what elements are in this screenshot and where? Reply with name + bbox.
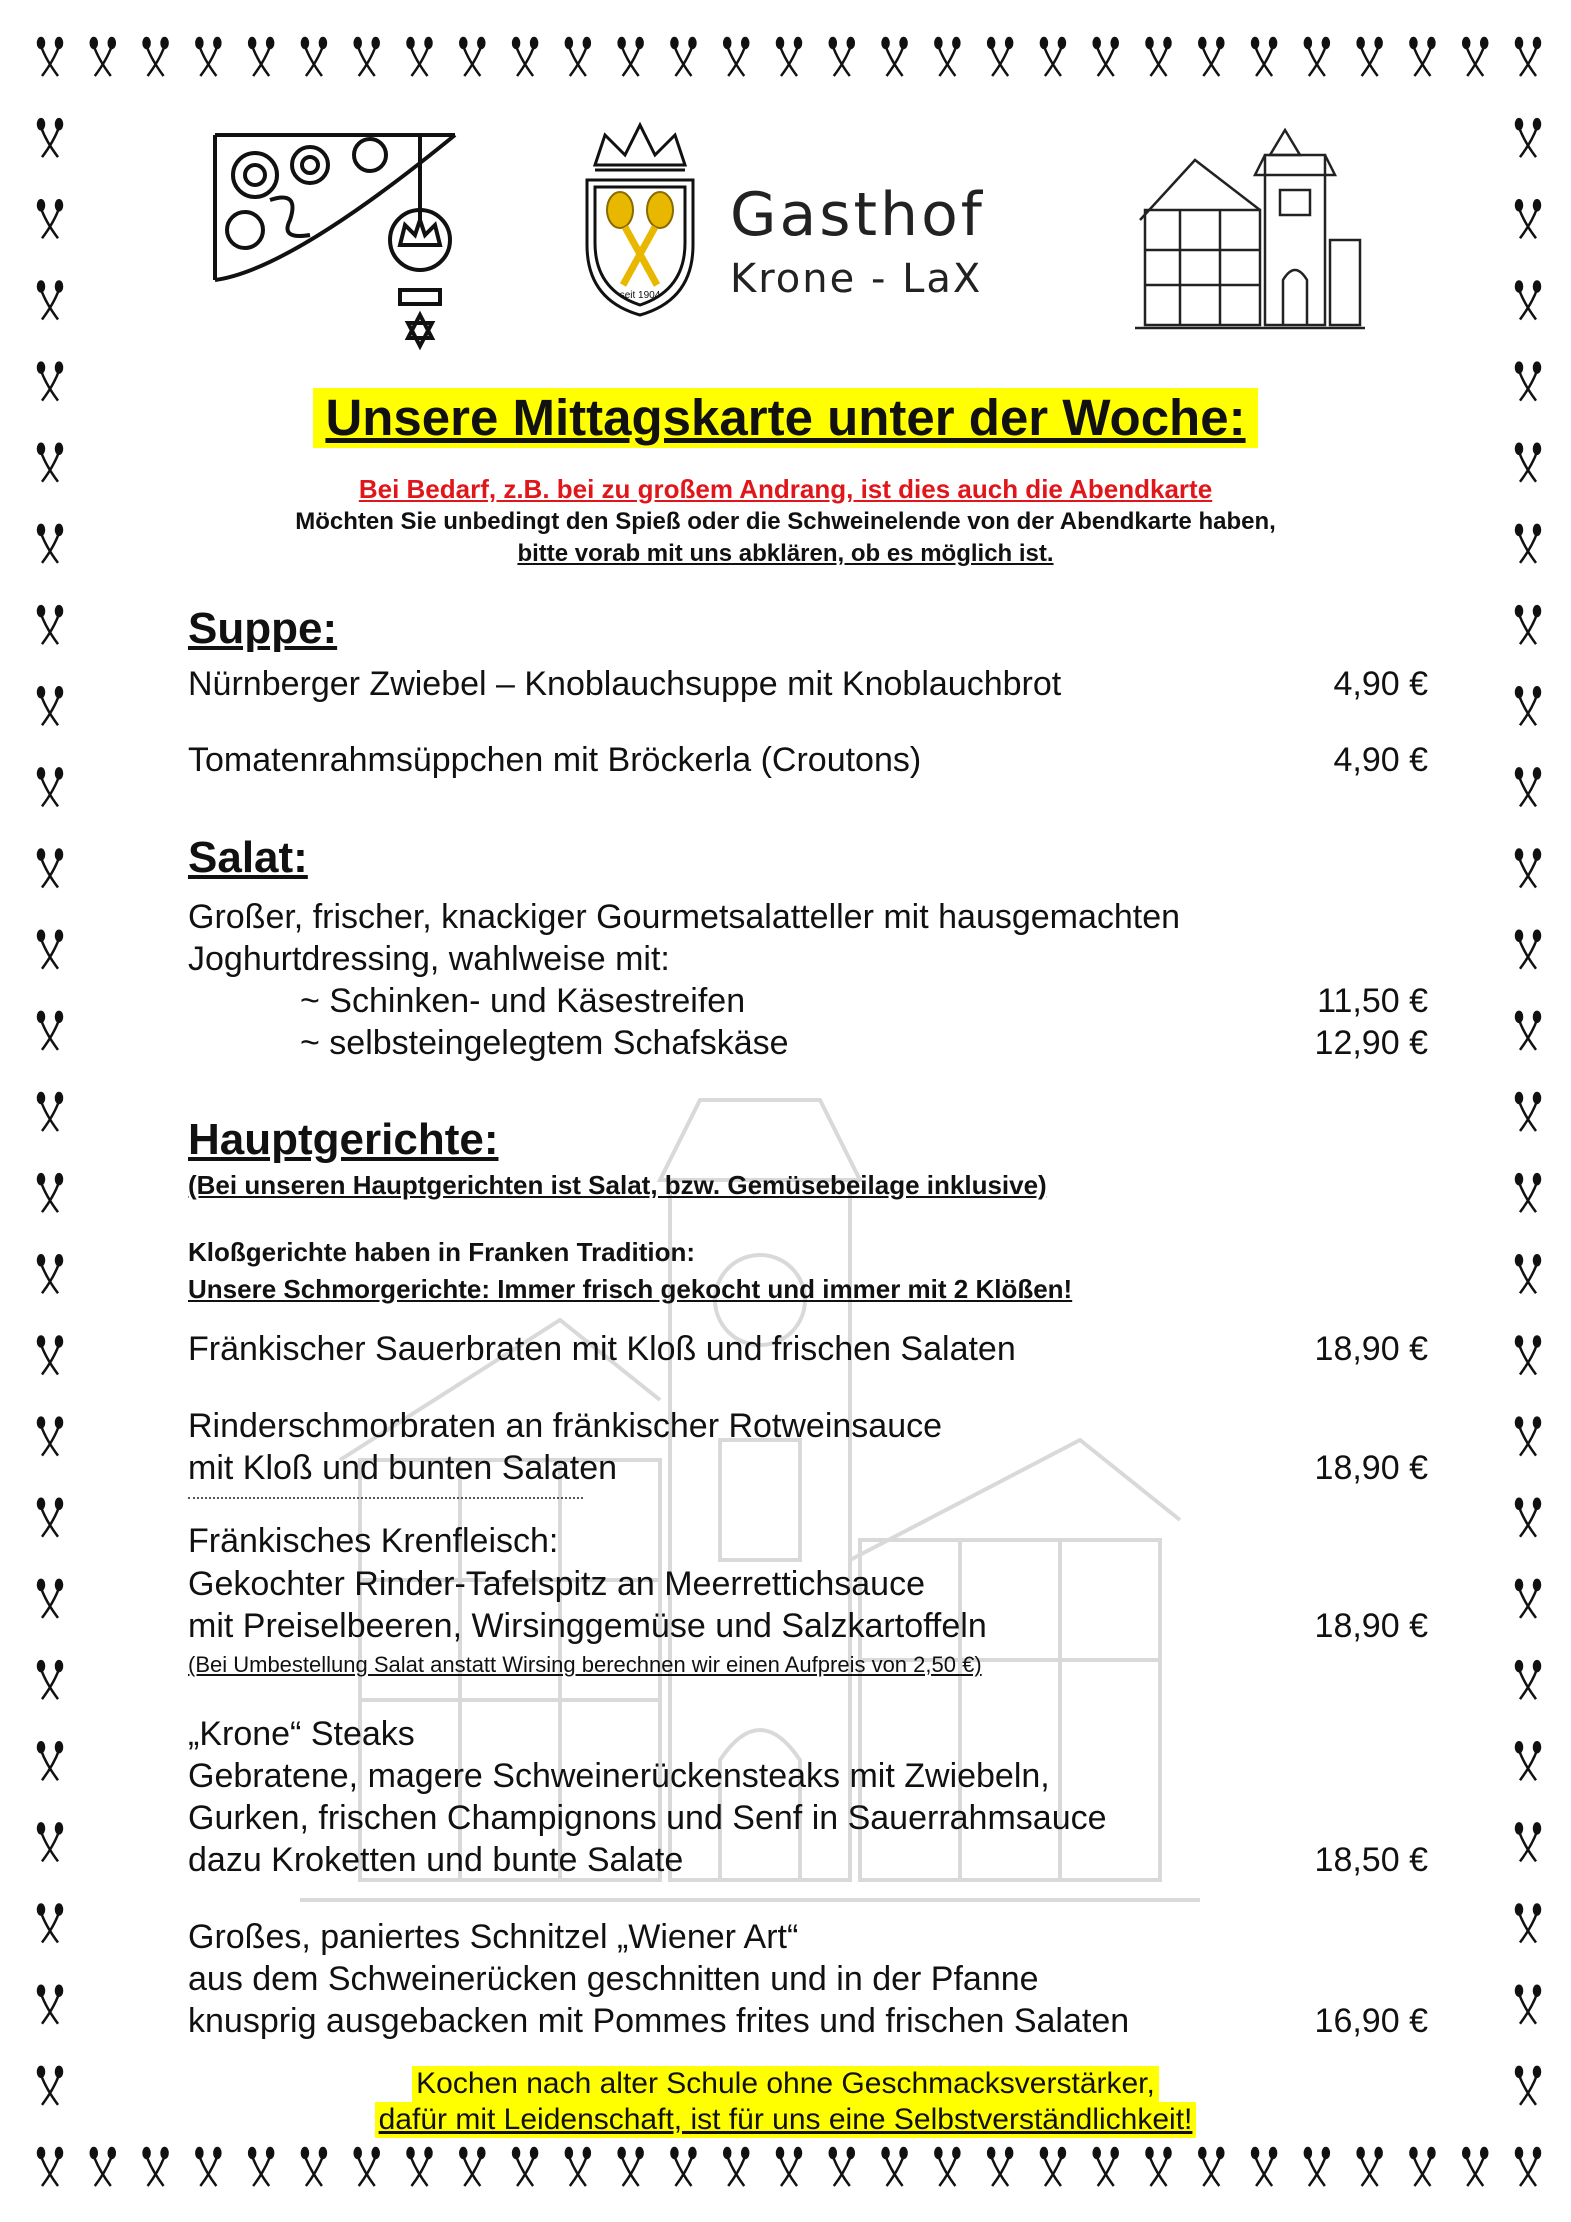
- crossed-spoons-icon: [38, 38, 62, 76]
- crossed-spoons-icon: [38, 200, 62, 238]
- suppe-item-price: 4,90 €: [1333, 741, 1428, 779]
- brand-name-line2: Krone - LaX: [730, 256, 983, 302]
- footer-line1-wrap: [0, 2066, 1571, 2102]
- page-title: Unsere Mittagskarte unter der Woche:: [313, 388, 1257, 448]
- crossed-spoons-icon: [38, 1742, 62, 1780]
- crossed-spoons-icon: [1516, 687, 1540, 725]
- crossed-spoons-icon: [1147, 38, 1171, 76]
- haupt-subnote: (Bei unseren Hauptgerichten ist Salat, bzw. Gemüsebeilage inklusive): [188, 1170, 1047, 1200]
- crossed-spoons-icon: [1516, 119, 1540, 157]
- crossed-spoons-icon: [1516, 1905, 1540, 1943]
- crossed-spoons-icon: [1410, 38, 1434, 76]
- crossed-spoons-icon: [988, 38, 1012, 76]
- salat-option-price: 12,90 €: [1314, 1024, 1428, 1062]
- dish-sauerbraten-name: Fränkischer Sauerbraten mit Kloß und frischen Salaten: [188, 1330, 1016, 1368]
- footer-line1: Kochen nach alter Schule ohne Geschmacksverstärker,: [412, 2066, 1159, 2102]
- dish-kren-line3: mit Preiselbeeren, Wirsinggemüse und Salzkartoffeln: [188, 1607, 987, 1645]
- crossed-spoons-icon: [1094, 38, 1118, 76]
- salat-desc-line1: Großer, frischer, knackiger Gourmetsalatteller mit hausgemachten: [188, 898, 1181, 936]
- crossed-spoons-icon: [38, 2148, 62, 2186]
- crossed-spoons-icon: [988, 2148, 1012, 2186]
- crossed-spoons-icon: [38, 1823, 62, 1861]
- crossed-spoons-icon: [1516, 1823, 1540, 1861]
- crossed-spoons-icon: [1463, 2148, 1487, 2186]
- salat-option-name: ~ Schinken- und Käsestreifen: [300, 982, 746, 1020]
- note-line1: Möchten Sie unbedingt den Spieß oder die Schweinelende von der Abendkarte haben,: [295, 508, 1276, 535]
- crossed-spoons-icon: [38, 281, 62, 319]
- crossed-spoons-icon: [38, 1418, 62, 1456]
- section-heading-salat: Salat:: [188, 833, 308, 882]
- footer-line2-wrap: [0, 2102, 1571, 2138]
- old-town-sketch-icon: [1135, 120, 1365, 335]
- crossed-spoons-icon: [1358, 38, 1382, 76]
- crossed-spoons-icon: [1147, 2148, 1171, 2186]
- section-heading-suppe: Suppe:: [188, 604, 338, 653]
- crossed-spoons-icon: [724, 2148, 748, 2186]
- crossed-spoons-icon: [1410, 2148, 1434, 2186]
- crossed-spoons-icon: [1516, 2148, 1540, 2186]
- crossed-spoons-icon: [38, 1255, 62, 1293]
- dish-schnitzel-price: 16,90 €: [1314, 2002, 1428, 2040]
- crossed-spoons-icon: [196, 2148, 220, 2186]
- crossed-spoons-icon: [1305, 38, 1329, 76]
- crossed-spoons-icon: [144, 2148, 168, 2186]
- crossed-spoons-icon: [1094, 2148, 1118, 2186]
- crossed-spoons-icon: [38, 768, 62, 806]
- dish-steaks-line4: dazu Kroketten und bunte Salate: [188, 1841, 684, 1879]
- crossed-spoons-icon: [38, 1174, 62, 1212]
- dish-rinder-line1: Rinderschmorbraten an fränkischer Rotweinsauce: [188, 1407, 943, 1445]
- crossed-spoons-icon: [38, 931, 62, 969]
- crossed-spoons-icon: [1199, 38, 1223, 76]
- salat-option-name: ~ selbsteingelegtem Schafskäse: [300, 1024, 789, 1062]
- crossed-spoons-icon: [513, 38, 537, 76]
- crossed-spoons-icon: [1041, 2148, 1065, 2186]
- crossed-spoons-icon: [513, 2148, 537, 2186]
- crossed-spoons-icon: [1305, 2148, 1329, 2186]
- dish-steaks-line3: Gurken, frischen Champignons und Senf in Sauerrahmsauce: [188, 1799, 1107, 1837]
- dish-sauerbraten-price: 18,90 €: [1314, 1330, 1428, 1368]
- footer-line2: dafür mit Leidenschaft, ist für uns eine Selbstverständlichkeit!: [375, 2102, 1197, 2138]
- crossed-spoons-icon: [935, 2148, 959, 2186]
- crossed-spoons-icon: [619, 38, 643, 76]
- crest-logo-icon: [575, 115, 705, 325]
- note-red: Bei Bedarf, z.B. bei zu großem Andrang, ist dies auch die Abendkarte: [358, 474, 1213, 504]
- crossed-spoons-icon: [355, 38, 379, 76]
- kloss-note-line2: Unsere Schmorgerichte: Immer frisch gekocht und immer mit 2 Klößen!: [188, 1274, 1073, 1304]
- dish-rinder-price: 18,90 €: [1314, 1449, 1428, 1487]
- crossed-spoons-icon: [1516, 1012, 1540, 1050]
- crossed-spoons-icon: [619, 2148, 643, 2186]
- crossed-spoons-icon: [1041, 38, 1065, 76]
- note-line2: bitte vorab mit uns abklären, ob es möglich ist.: [517, 540, 1054, 567]
- crossed-spoons-icon: [566, 38, 590, 76]
- crossed-spoons-icon: [144, 38, 168, 76]
- crossed-spoons-icon: [38, 1661, 62, 1699]
- crossed-spoons-icon: [38, 1905, 62, 1943]
- crossed-spoons-icon: [1252, 2148, 1276, 2186]
- crossed-spoons-icon: [355, 2148, 379, 2186]
- dish-steaks-price: 18,50 €: [1314, 1841, 1428, 1879]
- crossed-spoons-icon: [1516, 200, 1540, 238]
- crossed-spoons-icon: [1516, 1418, 1540, 1456]
- crossed-spoons-icon: [1463, 38, 1487, 76]
- crossed-spoons-icon: [1516, 1499, 1540, 1537]
- brand-name: [730, 180, 985, 302]
- crossed-spoons-icon: [1516, 1742, 1540, 1780]
- dish-kren-price: 18,90 €: [1314, 1607, 1428, 1645]
- crossed-spoons-icon: [1358, 2148, 1382, 2186]
- header: [200, 110, 1370, 360]
- crossed-spoons-icon: [249, 38, 273, 76]
- crest-text: seit 1904: [619, 290, 661, 301]
- crossed-spoons-icon: [38, 1336, 62, 1374]
- crossed-spoons-icon: [1516, 1580, 1540, 1618]
- dish-schnitzel-line1: Großes, paniertes Schnitzel „Wiener Art“: [188, 1918, 799, 1956]
- dish-steaks-line1: „Krone“ Steaks: [188, 1715, 415, 1753]
- title-wrap: [0, 388, 1571, 448]
- crossed-spoons-icon: [1516, 1661, 1540, 1699]
- crossed-spoons-icon: [38, 1093, 62, 1131]
- crossed-spoons-icon: [1516, 1986, 1540, 2024]
- crossed-spoons-icon: [408, 2148, 432, 2186]
- crossed-spoons-icon: [566, 2148, 590, 2186]
- crossed-spoons-icon: [38, 606, 62, 644]
- crossed-spoons-icon: [830, 38, 854, 76]
- dish-kren-line1: Fränkisches Krenfleisch:: [188, 1522, 559, 1560]
- crossed-spoons-icon: [1516, 768, 1540, 806]
- crossed-spoons-icon: [302, 2148, 326, 2186]
- crossed-spoons-icon: [777, 2148, 801, 2186]
- crossed-spoons-icon: [1516, 850, 1540, 888]
- crossed-spoons-icon: [1199, 2148, 1223, 2186]
- dish-schnitzel-line3: knusprig ausgebacken mit Pommes frites und frischen Salaten: [188, 2002, 1130, 2040]
- crossed-spoons-icon: [935, 38, 959, 76]
- crossed-spoons-icon: [249, 2148, 273, 2186]
- crossed-spoons-icon: [830, 2148, 854, 2186]
- crossed-spoons-icon: [1516, 38, 1540, 76]
- crossed-spoons-icon: [38, 1012, 62, 1050]
- crossed-spoons-icon: [1516, 1174, 1540, 1212]
- suppe-item-price: 4,90 €: [1333, 665, 1428, 703]
- crossed-spoons-icon: [460, 38, 484, 76]
- crossed-spoons-icon: [1516, 1255, 1540, 1293]
- crossed-spoons-icon: [91, 2148, 115, 2186]
- salat-desc-line2: Joghurtdressing, wahlweise mit:: [188, 940, 670, 978]
- crossed-spoons-icon: [460, 2148, 484, 2186]
- crossed-spoons-icon: [38, 687, 62, 725]
- crossed-spoons-icon: [38, 850, 62, 888]
- salat-option-price: 11,50 €: [1317, 982, 1428, 1020]
- kloss-note-line1: Kloßgerichte haben in Franken Tradition:: [188, 1237, 696, 1267]
- dotted-divider: [188, 1497, 583, 1499]
- dish-kren-note: (Bei Umbestellung Salat anstatt Wirsing berechnen wir einen Aufpreis von 2,50 €): [188, 1652, 982, 1677]
- crossed-spoons-icon: [1516, 1093, 1540, 1131]
- crossed-spoons-icon: [1516, 606, 1540, 644]
- crossed-spoons-icon: [196, 38, 220, 76]
- crossed-spoons-icon: [671, 2148, 695, 2186]
- crossed-spoons-icon: [1252, 38, 1276, 76]
- crossed-spoons-icon: [1516, 1336, 1540, 1374]
- crossed-spoons-icon: [1516, 931, 1540, 969]
- crossed-spoons-icon: [91, 38, 115, 76]
- crossed-spoons-icon: [408, 38, 432, 76]
- crossed-spoons-icon: [1516, 281, 1540, 319]
- dish-steaks-line2: Gebratene, magere Schweinerückensteaks mit Zwiebeln,: [188, 1757, 1050, 1795]
- crossed-spoons-icon: [302, 38, 326, 76]
- crossed-spoons-icon: [38, 1499, 62, 1537]
- crossed-spoons-icon: [38, 1986, 62, 2024]
- dish-schnitzel-line2: aus dem Schweinerücken geschnitten und in der Pfanne: [188, 1960, 1039, 1998]
- crossed-spoons-icon: [38, 1580, 62, 1618]
- suppe-item-name: Tomatenrahmsüppchen mit Bröckerla (Croutons): [188, 741, 922, 779]
- wrought-iron-sign-icon: [210, 120, 460, 360]
- brand-name-line1: Gasthof: [730, 180, 985, 250]
- crossed-spoons-icon: [38, 119, 62, 157]
- crossed-spoons-icon: [883, 2148, 907, 2186]
- section-heading-haupt: Hauptgerichte:: [188, 1115, 499, 1164]
- crossed-spoons-icon: [777, 38, 801, 76]
- dish-rinder-line2: mit Kloß und bunten Salaten: [188, 1449, 618, 1487]
- dish-kren-line2: Gekochter Rinder-Tafelspitz an Meerrettichsauce: [188, 1565, 925, 1603]
- crossed-spoons-icon: [671, 38, 695, 76]
- crossed-spoons-icon: [883, 38, 907, 76]
- crossed-spoons-icon: [724, 38, 748, 76]
- suppe-item-name: Nürnberger Zwiebel – Knoblauchsuppe mit Knoblauchbrot: [188, 665, 1062, 703]
